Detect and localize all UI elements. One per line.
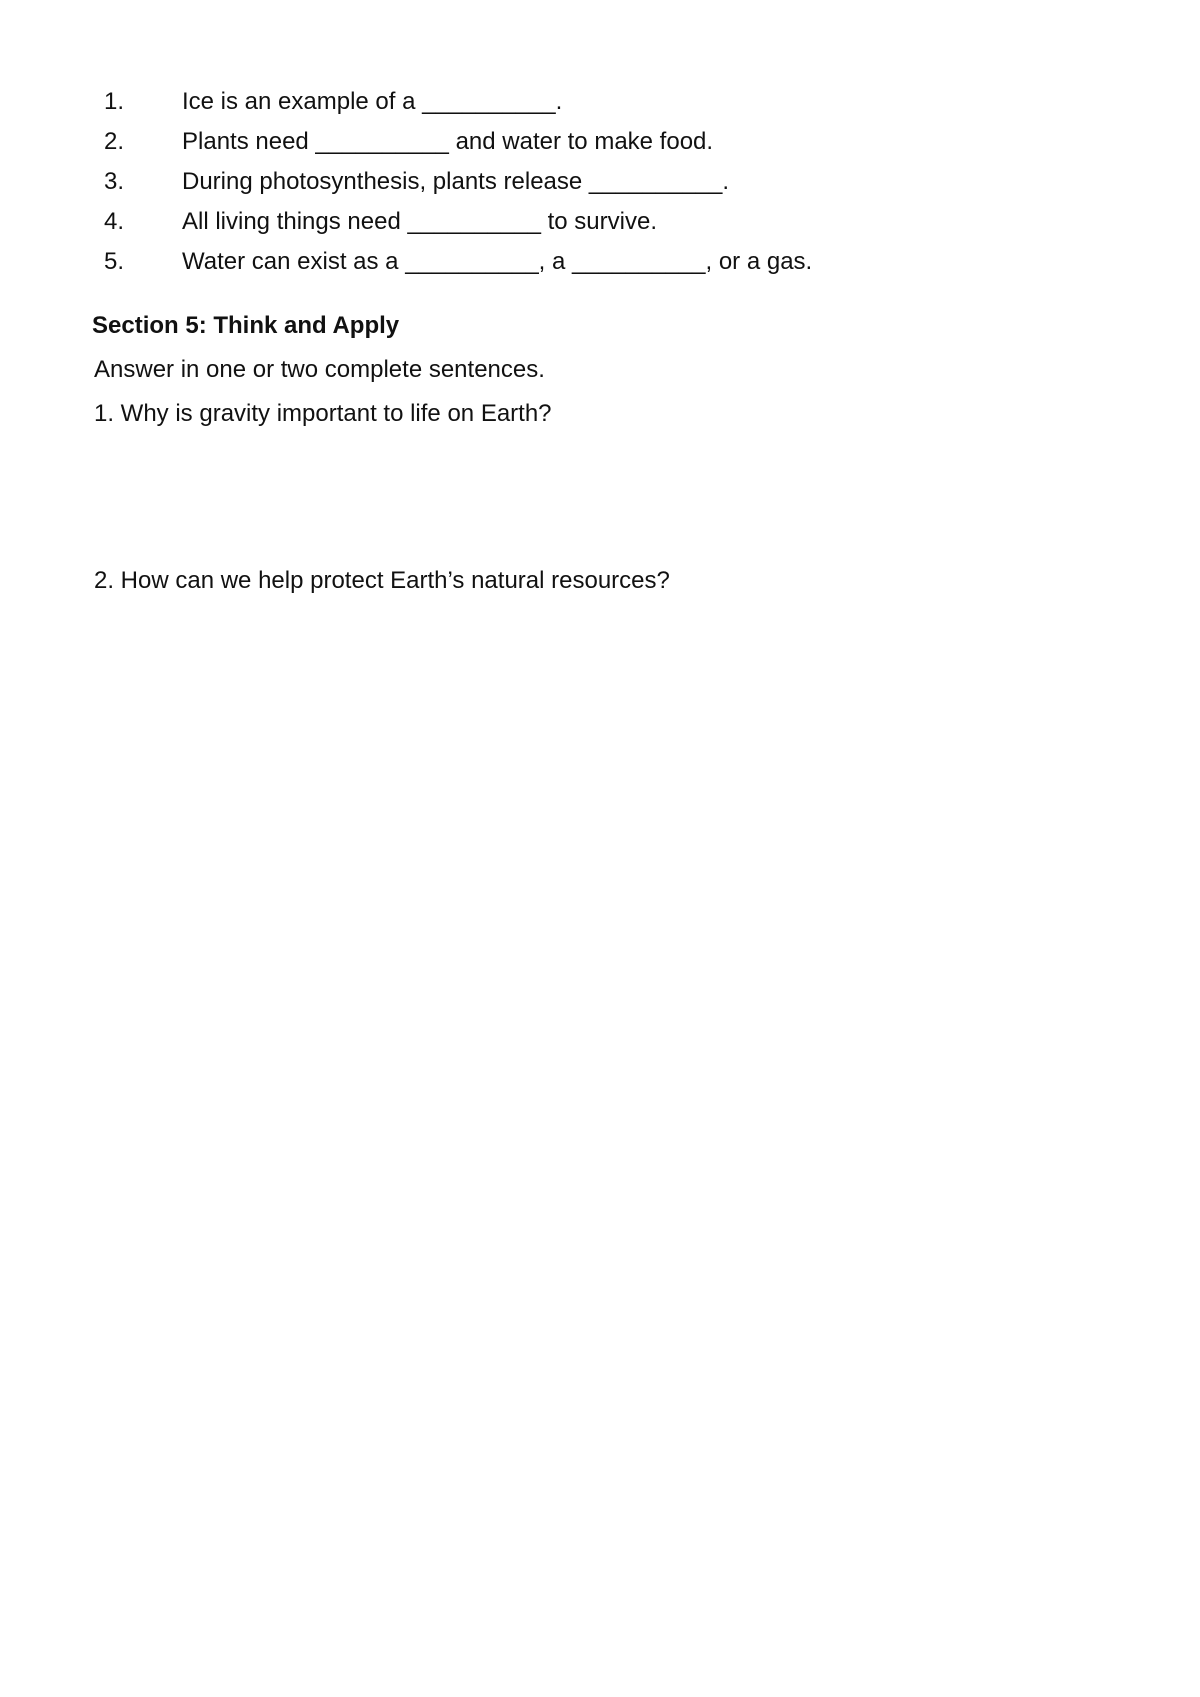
answer-space <box>92 432 1142 555</box>
item-text: During photosynthesis, plants release __________. <box>182 168 730 195</box>
item-number: 1. <box>104 88 125 115</box>
list-item <box>0 122 1200 162</box>
fill-in-blank-list <box>0 82 1200 282</box>
item-text: Water can exist as a __________, a __________, or a gas. <box>182 248 813 275</box>
list-item <box>0 242 1200 282</box>
item-text: All living things need __________ to survive. <box>182 208 657 235</box>
list-item <box>0 202 1200 242</box>
item-number: 5. <box>104 248 125 275</box>
question-natural-resources: 2. How can we help protect Earth’s natural resources? <box>94 567 670 594</box>
list-item <box>0 162 1200 202</box>
item-text: Ice is an example of a __________. <box>182 88 563 115</box>
list-item <box>0 82 1200 122</box>
question-gravity: 1. Why is gravity important to life on Earth? <box>94 400 552 427</box>
item-number: 4. <box>104 208 125 235</box>
section-think-and-apply <box>92 308 1142 599</box>
item-number: 2. <box>104 128 125 155</box>
section-instruction: Answer in one or two complete sentences. <box>94 356 545 383</box>
item-number: 3. <box>104 168 125 195</box>
section-heading: Section 5: Think and Apply <box>92 312 400 339</box>
item-text: Plants need __________ and water to make food. <box>182 128 714 155</box>
